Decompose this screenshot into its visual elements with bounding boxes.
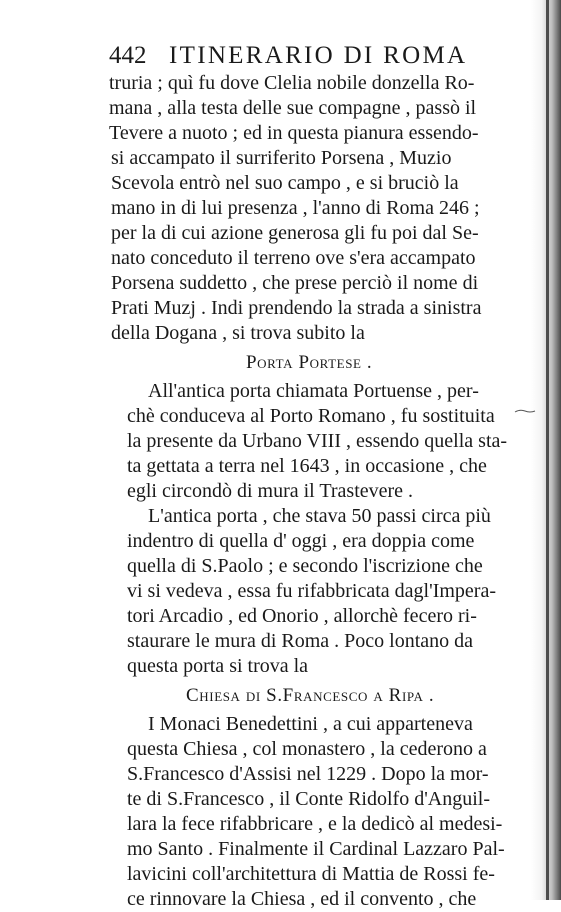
text-line: tori Arcadio , ed Onorio , allorchè fecero ri- xyxy=(127,605,477,627)
text-line: si accampato il surriferito Porsena , Muzio xyxy=(111,147,452,169)
margin-ink-mark xyxy=(514,408,536,414)
text-line: I Monaci Benedettini , a cui apparteneva xyxy=(148,713,473,735)
page-header xyxy=(109,40,505,72)
text-line: Porsena suddetto , che prese perciò il nome di xyxy=(111,272,479,294)
page-edge-line xyxy=(546,0,549,900)
text-line: mana , alla testa delle sue compagne , passò il xyxy=(109,97,477,119)
text-line: della Dogana , si trova subito la xyxy=(111,322,365,344)
text-line: ta gettata a terra nel 1643 , in occasione , che xyxy=(127,455,487,477)
section-heading-porta-portese: Porta Portese . xyxy=(246,352,373,373)
text-line: per la di cui azione generosa gli fu poi dal Se- xyxy=(111,222,479,244)
page-number: 442 xyxy=(109,42,147,69)
text-line: quella di S.Paolo ; e secondo l'iscrizione che xyxy=(127,555,483,577)
text-line: Tevere a nuoto ; ed in questa pianura essendo- xyxy=(109,122,479,144)
text-line: L'antica porta , che stava 50 passi circa più xyxy=(148,505,491,527)
text-line: ce rinnovare la Chiesa , ed il convento , che xyxy=(127,888,477,910)
text-line: Prati Muzj . Indi prendendo la strada a sinistra xyxy=(111,297,482,319)
text-line: staurare le mura di Roma . Poco lontano da xyxy=(127,630,474,652)
section-heading-chiesa-san-francesco: Chiesa di S.Francesco a Ripa . xyxy=(186,685,435,706)
text-line: egli circondò di mura il Trastevere . xyxy=(127,480,414,502)
text-line: nato conceduto il terreno ove s'era accampato xyxy=(111,247,476,269)
text-line: indentro di quella d' oggi , era doppia come xyxy=(127,530,475,552)
running-title: ITINERARIO DI ROMA xyxy=(169,42,468,69)
text-line: chè conduceva al Porto Romano , fu sostituita xyxy=(127,405,495,427)
text-line: mano in di lui presenza , l'anno di Roma 246 ; xyxy=(111,197,480,219)
text-line: S.Francesco d'Assisi nel 1229 . Dopo la mor- xyxy=(127,763,489,785)
text-line: lara la fece rifabbricare , e la dedicò al medesi- xyxy=(127,813,503,835)
text-line: te di S.Francesco , il Conte Ridolfo d'Anguil- xyxy=(127,788,491,810)
text-line: lavicini coll'architettura di Mattia de Rossi fe- xyxy=(127,863,495,885)
text-line: mo Santo . Finalmente il Cardinal Lazzaro Pal- xyxy=(127,838,505,860)
text-line: la presente da Urbano VIII , essendo quella sta- xyxy=(127,430,508,452)
text-line: questa Chiesa , col monastero , la cederono a xyxy=(127,738,487,760)
text-line: questa porta si trova la xyxy=(127,655,309,677)
text-line: All'antica porta chiamata Portuense , per- xyxy=(148,380,479,402)
text-line: vi si vedeva , essa fu rifabbricata dagl'Impera- xyxy=(127,580,496,602)
text-line: truria ; quì fu dove Clelia nobile donzella Ro- xyxy=(109,72,475,94)
text-line: Scevola entrò nel suo campo , e si bruciò la xyxy=(111,172,459,194)
